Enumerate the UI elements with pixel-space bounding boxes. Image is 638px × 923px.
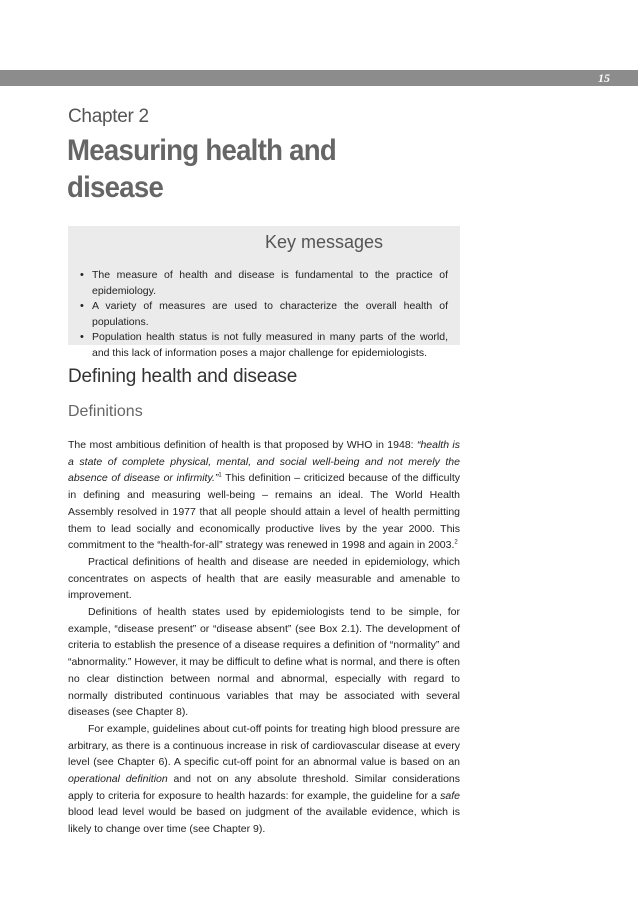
page-number: 15 xyxy=(598,71,610,85)
paragraph-2: Practical definitions of health and disease are needed in epidemiology, which concentrates on aspects of health that are easily measurable and amenable to improvement. xyxy=(68,555,460,602)
paragraph-1 xyxy=(68,437,460,554)
footnote-ref: 1 xyxy=(218,472,222,479)
safe-term: safe xyxy=(440,789,460,802)
p4-text-a: For example, guidelines about cut-off points for treating high blood pressure are arbitrary, as there is a continuous increase in risk of cardiovascular disease at every level (see Chapter 6). A specific cut-off point for an abnormal value is based on an xyxy=(68,722,460,769)
p1-text-a: The most ambitious definition of health is that proposed by WHO in 1948: xyxy=(68,439,417,451)
body-text xyxy=(68,437,460,838)
section-title: Defining health and disease xyxy=(68,366,298,387)
key-message-item: • The measure of health and disease is fundamental to the practice of epidemiology. xyxy=(80,268,448,299)
header-bar xyxy=(0,70,638,86)
key-messages-title: Key messages xyxy=(264,232,384,252)
p4-text-b: and not on any absolute threshold. Similar considerations apply to criteria for exposure to health hazards: for example, the guideline for a xyxy=(68,773,460,802)
paragraph-3: Definitions of health states used by epidemiologists tend to be simple, for example, “disease present” or “disease absent” (see Box 2.1). The development of criteria to establish the presence of a disease requires a definition of “normality” and “abnormality.” However, it may be difficult to define what is normal, and there is often no clear distinction between normal and abnormal, especially with regard to normally distributed continuous variables that may be associated with several diseases (see Chapter 8). xyxy=(68,606,460,719)
chapter-title: Measuring health and disease xyxy=(67,134,336,204)
subsection-title: Definitions xyxy=(68,403,143,420)
chapter-label: Chapter 2 xyxy=(68,106,149,127)
key-message-item: • A variety of measures are used to characterize the overall health of populations. xyxy=(80,299,448,330)
who-definition-quote: “health is a state of complete physical, mental, and social well-being and not merely the absence of disease or infirmity.” xyxy=(68,439,461,485)
key-messages-list xyxy=(80,268,448,361)
p1-text-b: This definition – criticized because of the difficulty in defining and measuring well-being – remains an ideal. The World Health Assembly resolved in 1977 that all people should attain a level of health permitting them to lead socially and economically productive lives by the year 2000. This commitment to the “health-for-all” strategy was renewed in 1998 and again in 2003. xyxy=(68,472,460,552)
key-message-item: • Population health status is not fully measured in many parts of the world, and this lack of information poses a major challenge for epidemiologists. xyxy=(80,330,448,361)
p4-text-c: blood lead level would be based on judgment of the available evidence, which is likely to change over time (see Chapter 9). xyxy=(68,806,460,836)
paragraph-4 xyxy=(68,721,460,838)
footnote-ref: 2 xyxy=(454,539,458,546)
operational-definition-term: operational definition xyxy=(68,773,168,786)
key-messages-box xyxy=(68,226,460,359)
